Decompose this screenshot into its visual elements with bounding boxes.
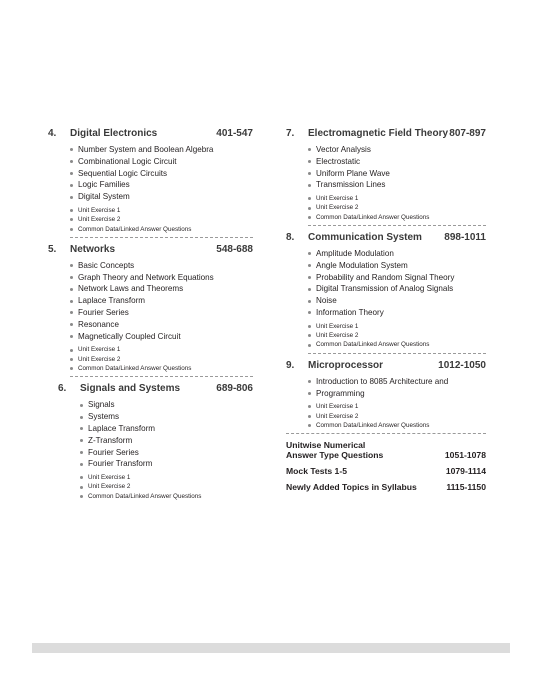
toc-section-signals-and-systems	[58, 383, 253, 501]
topic-list	[48, 144, 253, 234]
exercise-item: Common Data/Linked Answer Questions	[70, 225, 253, 234]
topic-item: Digital System	[70, 191, 253, 203]
section-title: Networks	[70, 243, 116, 255]
topic-item: Digital Transmission of Analog Signals	[308, 283, 486, 295]
topic-item: Signals	[80, 399, 253, 411]
section-title: Communication System	[308, 232, 422, 244]
section-heading	[58, 383, 253, 397]
section-heading	[286, 232, 486, 246]
exercise-item: Unit Exercise 2	[308, 203, 486, 212]
topic-item: Graph Theory and Network Equations	[70, 272, 253, 284]
exercise-item: Unit Exercise 2	[308, 412, 486, 421]
toc-extra-new-topics	[286, 482, 486, 492]
toc-right-column	[286, 128, 486, 492]
topic-item: Laplace Transform	[80, 423, 253, 435]
extra-range: 1115-1150	[446, 482, 486, 493]
topic-item: Laplace Transform	[70, 295, 253, 307]
topic-item: Probability and Random Signal Theory	[308, 272, 486, 284]
section-number: 4.	[48, 128, 57, 139]
section-divider	[286, 433, 486, 434]
topic-item: Electrostatic	[308, 156, 486, 168]
section-heading	[286, 360, 486, 374]
topic-item: Uniform Plane Wave	[308, 168, 486, 180]
exercise-item: Unit Exercise 1	[308, 402, 486, 411]
topic-item: Information Theory	[308, 307, 486, 319]
toc-extra-numerical	[286, 440, 486, 460]
topic-item: Fourier Series	[70, 307, 253, 319]
topic-list	[286, 144, 486, 222]
exercise-item: Unit Exercise 1	[308, 194, 486, 203]
section-divider	[308, 225, 486, 226]
exercise-item: Common Data/Linked Answer Questions	[80, 492, 253, 501]
page-range: 548-688	[216, 243, 253, 255]
topic-list	[286, 248, 486, 350]
topic-item: Z-Transform	[80, 435, 253, 447]
exercise-item: Unit Exercise 1	[70, 345, 253, 354]
topic-item: Introduction to 8085 Architecture and	[308, 376, 486, 388]
toc-section-digital-electronics	[48, 128, 253, 234]
topic-item: Resonance	[70, 319, 253, 331]
extra-range: 1051-1078	[444, 450, 486, 461]
section-number: 9.	[286, 359, 295, 371]
exercise-item: Unit Exercise 1	[80, 473, 253, 482]
toc-section-electromagnetic-field-theory	[286, 128, 486, 222]
page-range: 807-897	[449, 128, 486, 139]
topic-item: Sequential Logic Circuits	[70, 168, 253, 180]
topic-item: Fourier Transform	[80, 458, 253, 470]
exercise-item: Unit Exercise 2	[70, 355, 253, 364]
topic-list	[286, 376, 486, 430]
extra-title-line2: Answer Type Questions	[286, 450, 384, 461]
exercise-item: Common Data/Linked Answer Questions	[308, 421, 486, 430]
section-number: 7.	[286, 128, 295, 139]
topic-item: Angle Modulation System	[308, 260, 486, 272]
toc-extra-mock-tests	[286, 466, 486, 476]
page-range: 689-806	[216, 383, 253, 395]
topic-item: Network Laws and Theorems	[70, 283, 253, 295]
section-number: 8.	[286, 232, 295, 244]
section-heading	[48, 128, 253, 142]
exercise-item: Common Data/Linked Answer Questions	[308, 213, 486, 222]
topic-item: Noise	[308, 295, 486, 307]
extra-title: Mock Tests 1-5	[286, 466, 347, 477]
topic-item: Amplitude Modulation	[308, 248, 486, 260]
topic-item: Basic Concepts	[70, 260, 253, 272]
topic-item: Programming	[308, 388, 486, 400]
topic-list	[58, 399, 253, 501]
topic-item: Number System and Boolean Algebra	[70, 144, 253, 156]
topic-item: Fourier Series	[80, 447, 253, 459]
exercise-item: Unit Exercise 2	[308, 331, 486, 340]
page-range: 401-547	[216, 128, 253, 139]
section-title: Microprocessor	[308, 359, 384, 371]
topic-item: Systems	[80, 411, 253, 423]
footer-bar	[32, 643, 510, 653]
section-heading	[286, 128, 486, 142]
exercise-item: Unit Exercise 1	[70, 206, 253, 215]
exercise-item: Unit Exercise 1	[308, 322, 486, 331]
topic-item: Logic Families	[70, 179, 253, 191]
section-divider	[70, 376, 253, 377]
toc-section-networks	[48, 244, 253, 373]
toc-section-microprocessor	[286, 360, 486, 430]
topic-item: Magnetically Coupled Circuit	[70, 331, 253, 343]
extra-range: 1079-1114	[445, 466, 486, 477]
topic-item: Combinational Logic Circuit	[70, 156, 253, 168]
page-range: 1012-1050	[438, 359, 486, 371]
section-title: Digital Electronics	[70, 128, 158, 139]
section-title: Electromagnetic Field Theory	[308, 128, 449, 139]
extra-title	[286, 440, 383, 460]
extra-title-line1: Unitwise Numerical	[286, 440, 366, 451]
topic-item: Vector Analysis	[308, 144, 486, 156]
section-number: 5.	[48, 243, 57, 255]
section-divider	[70, 237, 253, 238]
section-title: Signals and Systems	[80, 383, 181, 395]
section-divider	[308, 353, 486, 354]
toc-section-communication-system	[286, 232, 486, 350]
topic-list	[48, 260, 253, 373]
toc-left-column	[48, 128, 253, 501]
topic-item: Transmission Lines	[308, 179, 486, 191]
page-range: 898-1011	[444, 232, 486, 244]
exercise-item: Unit Exercise 2	[70, 215, 253, 224]
exercise-item: Common Data/Linked Answer Questions	[70, 364, 253, 373]
section-number: 6.	[58, 383, 67, 395]
extra-title: Newly Added Topics in Syllabus	[286, 482, 417, 493]
exercise-item: Common Data/Linked Answer Questions	[308, 340, 486, 349]
exercise-item: Unit Exercise 2	[80, 482, 253, 491]
section-heading	[48, 244, 253, 258]
